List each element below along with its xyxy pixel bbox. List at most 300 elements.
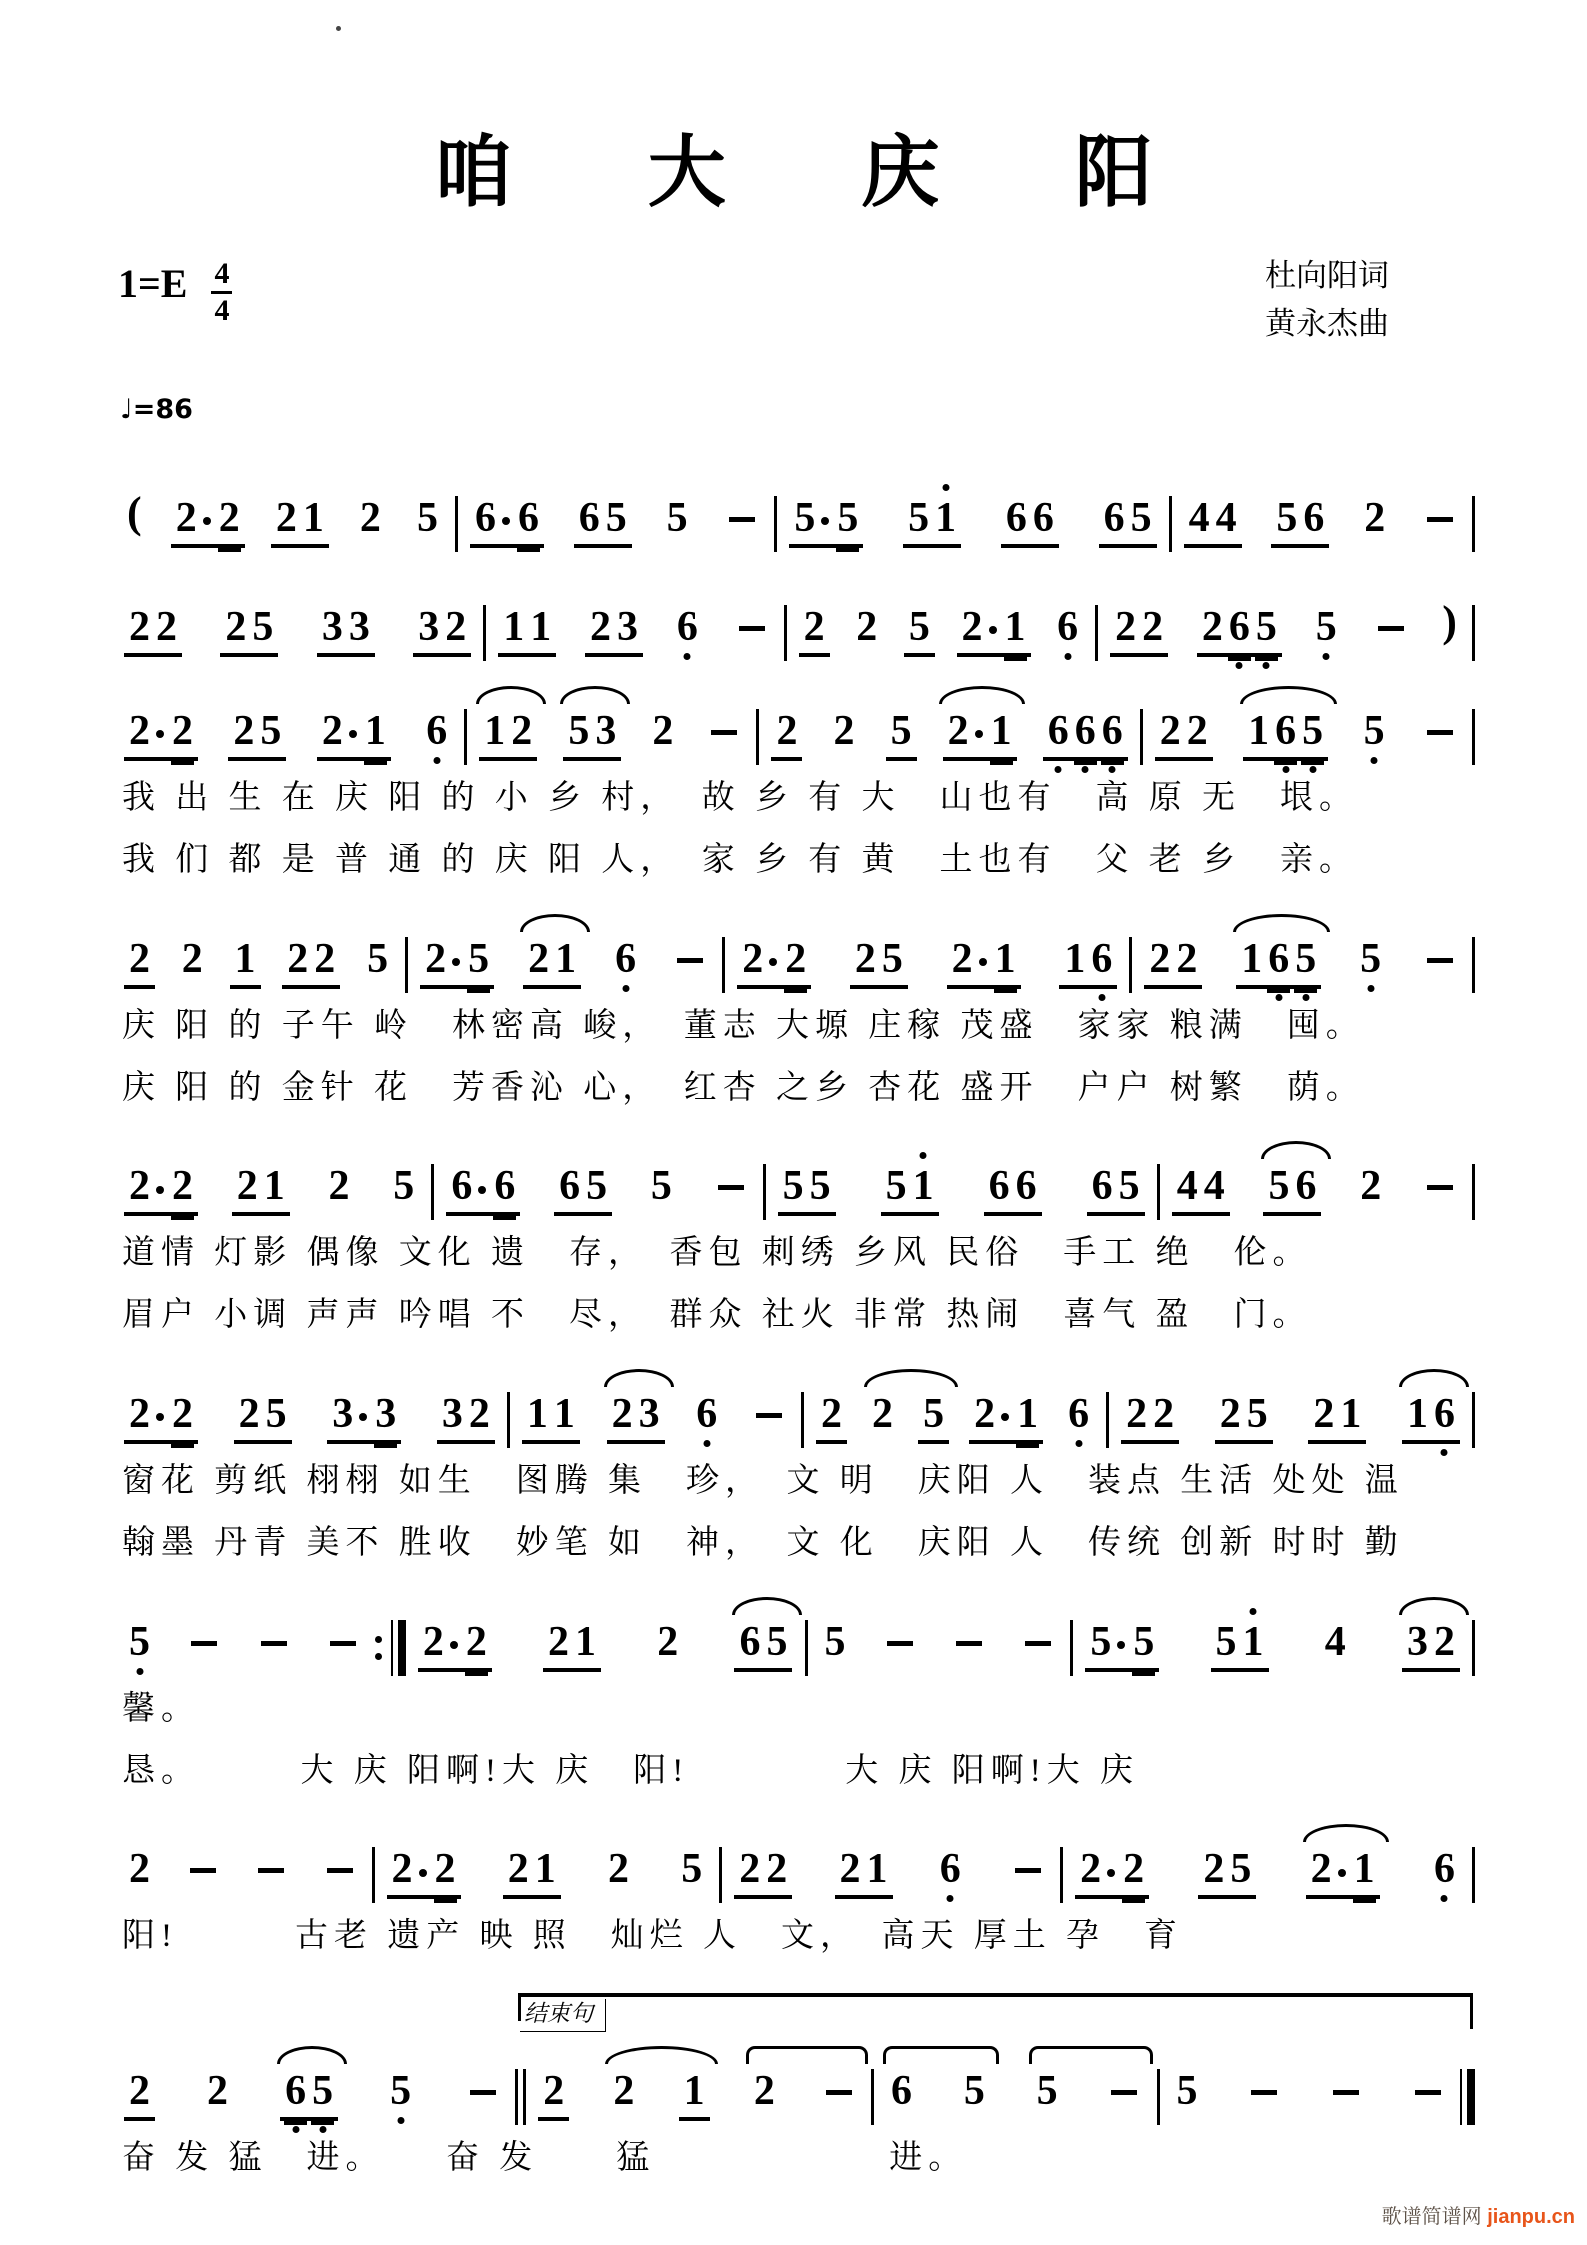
note: 5 <box>908 604 930 650</box>
slur-arc <box>520 914 590 932</box>
note-group <box>171 497 245 548</box>
measure <box>759 710 1139 761</box>
note: 6 <box>937 1848 964 1890</box>
note: 6 <box>1072 710 1099 752</box>
slur-arc <box>605 2046 718 2064</box>
note: 5 <box>666 495 688 541</box>
system-2 <box>112 568 1475 657</box>
rest-dash <box>711 730 737 735</box>
note: 1 <box>362 710 389 752</box>
octave-dot-low <box>622 985 629 992</box>
note: 5 <box>1118 1163 1140 1210</box>
measure <box>1132 935 1472 989</box>
note: 5 <box>1246 1391 1268 1438</box>
note: 5 <box>393 1163 415 1210</box>
note-group <box>947 935 1021 989</box>
note-group <box>1172 1165 1230 1216</box>
lyric-line: 我 出 生 在 庆 阳 的 小 乡 村， 故 乡 有 大 山也有 高 原 无 垠。 <box>122 780 1358 816</box>
sixteenth-underline <box>284 2121 307 2125</box>
note-group <box>124 1848 155 1899</box>
note-group <box>1236 935 1321 989</box>
octave-dot-low <box>1441 1895 1448 1902</box>
meta-row <box>112 248 1475 388</box>
note: 5 <box>1292 938 1319 980</box>
measure <box>808 1618 1071 1672</box>
note-group <box>1311 606 1342 657</box>
note-group <box>886 710 917 761</box>
note: 1 <box>234 935 256 982</box>
note: 2 <box>126 1393 169 1435</box>
barline-stroke <box>1460 2069 1462 2125</box>
octave-dot-low <box>947 1895 954 1902</box>
barline-stroke <box>1472 1847 1475 1903</box>
octave-dot-low <box>1236 662 1243 669</box>
sixteenth-underline <box>1228 657 1251 661</box>
note: 2 <box>1219 1391 1241 1438</box>
note-group <box>749 1413 789 1444</box>
slur-arc <box>1261 1141 1331 1159</box>
system-8 <box>112 1815 1475 1961</box>
tie-arc <box>1029 2046 1153 2064</box>
key-label: 1=E <box>118 261 188 306</box>
note: 2 <box>225 604 247 650</box>
sixteenth-underline <box>1294 989 1317 993</box>
note-group <box>234 1393 292 1444</box>
ending-phrase-label: 结束句 <box>520 1999 606 2032</box>
note: 5 <box>1230 1846 1252 1893</box>
octave-dot-low <box>1371 757 1378 764</box>
note: 1 <box>910 1165 937 1207</box>
system-9 <box>112 1981 1475 2183</box>
sixteenth-underline <box>434 1899 457 1903</box>
measure <box>112 2070 515 2121</box>
lyric-line: 恳。 大 庆 阳啊!大 庆 阳! 大 庆 阳啊!大 庆 <box>122 1752 1139 1789</box>
slur-arc <box>1303 1824 1389 1842</box>
note: 6 <box>988 1163 1010 1210</box>
sixteenth-underline <box>1132 1672 1155 1676</box>
note-group <box>819 2090 859 2121</box>
note: 2 <box>776 708 798 754</box>
note: 1 <box>526 1391 548 1438</box>
note: 1 <box>484 708 506 754</box>
note: 2 <box>126 1165 169 1207</box>
note-group <box>880 1641 920 1672</box>
measure <box>467 710 756 761</box>
note-group <box>317 606 375 657</box>
note: 6 <box>693 1393 720 1435</box>
note: 2 <box>207 2068 229 2115</box>
note: 3 <box>595 708 617 754</box>
note-group <box>662 497 693 548</box>
note: 1 <box>1240 1621 1267 1663</box>
note-group <box>388 1165 419 1216</box>
note: 2 <box>129 1846 150 1893</box>
lyric-line: 我 们 都 是 普 通 的 庆 阳 人， 家 乡 有 黄 土也有 父 老 乡 亲。 <box>122 841 1358 878</box>
sixteenth-underline <box>1101 761 1124 765</box>
augmentation-dot <box>359 1413 367 1421</box>
note-group <box>385 2070 416 2121</box>
note: 2 <box>739 938 782 980</box>
note-group <box>1420 517 1460 548</box>
note-group <box>220 606 278 657</box>
note: 2 <box>181 935 203 982</box>
barline-stroke <box>391 1620 393 1676</box>
system-3 <box>112 677 1475 885</box>
note-group <box>771 710 802 761</box>
note: 6 <box>1015 1163 1037 1210</box>
note-group <box>603 1848 634 1899</box>
note-group <box>271 497 329 548</box>
note: 6 <box>739 1618 761 1665</box>
octave-dot-low <box>319 2126 326 2133</box>
tempo-marking: ♩=86 <box>120 394 193 425</box>
note: 2 <box>548 1618 570 1665</box>
rest-dash <box>826 2090 852 2095</box>
note-group <box>463 2090 503 2121</box>
barline <box>1472 937 1475 993</box>
note-group <box>124 710 198 761</box>
augmentation-dot <box>478 1186 486 1194</box>
measure <box>725 935 1129 989</box>
barline <box>1472 1847 1475 1903</box>
note: 5 <box>923 1391 945 1438</box>
barline <box>1472 709 1475 765</box>
barline <box>515 2069 526 2125</box>
note-group <box>722 517 762 548</box>
octave-dot-high <box>942 484 949 491</box>
note-group <box>282 935 340 989</box>
note-group <box>1408 2090 1448 2121</box>
rest-dash <box>1251 2090 1277 2095</box>
barline-stroke <box>1472 1620 1475 1676</box>
note: 6 <box>1265 938 1292 980</box>
note-group <box>1271 497 1329 548</box>
note-group <box>563 710 621 761</box>
measure <box>406 1618 805 1672</box>
note: 2 <box>420 1621 463 1663</box>
slur-arc <box>939 686 1025 704</box>
rest-dash <box>887 1641 913 1646</box>
note: 3 <box>617 604 639 650</box>
note-group <box>1263 1165 1321 1216</box>
note: 2 <box>1126 1391 1148 1438</box>
note: 2 <box>1433 1618 1455 1665</box>
note-group <box>280 2070 338 2121</box>
measure <box>510 1393 801 1444</box>
measure <box>434 1165 762 1216</box>
note: 5 <box>681 1846 703 1893</box>
note: 5 <box>1253 606 1280 648</box>
note-group <box>183 1868 223 1899</box>
note-group <box>320 1868 360 1899</box>
note: 2 <box>803 604 825 650</box>
note: 5 <box>1361 710 1388 752</box>
rest-dash <box>1333 2090 1359 2095</box>
note: 5 <box>1215 1618 1237 1665</box>
note: 2 <box>328 1163 350 1210</box>
note-group <box>1326 2090 1366 2121</box>
note-group <box>1032 2070 1063 2121</box>
note-group <box>232 1165 290 1216</box>
note: 1 <box>534 1846 556 1893</box>
measure <box>112 488 455 548</box>
note-group <box>850 935 908 989</box>
note-group <box>1355 1165 1386 1216</box>
note: 2 <box>1176 935 1198 982</box>
note: 2 <box>1077 1848 1120 1890</box>
note: 3 <box>348 604 370 650</box>
octave-dot-low <box>1098 994 1105 1001</box>
measure <box>787 606 1095 657</box>
augmentation-dot <box>975 730 983 738</box>
note-group <box>362 935 393 989</box>
slur-arc <box>1240 686 1337 704</box>
note: 2 <box>287 935 309 982</box>
note-group <box>523 935 581 989</box>
note: 6 <box>1295 1163 1317 1210</box>
barline <box>1460 2069 1475 2125</box>
rest-dash <box>191 1641 217 1646</box>
note: 5 <box>586 1163 608 1210</box>
octave-dot-low <box>1282 766 1289 773</box>
note-group <box>969 1393 1043 1444</box>
sixteenth-underline <box>1353 1899 1376 1903</box>
augmentation-dot <box>1117 1641 1125 1649</box>
note-group <box>886 2070 917 2121</box>
note-group <box>1371 626 1411 657</box>
octave-dot-low <box>684 653 691 660</box>
note-group <box>413 606 471 657</box>
note: 6 <box>1226 606 1253 648</box>
rest-dash <box>190 1868 216 1873</box>
note: 2 <box>657 1618 679 1665</box>
lyric-line: 窗花 剪纸 栩栩 如生 图腾 集 珍， 文 明 庆阳 人 装点 生活 处处 温 <box>122 1463 1404 1500</box>
note: 6 <box>1065 1393 1092 1435</box>
note: 2 <box>216 497 243 539</box>
note-group <box>202 2070 233 2121</box>
augmentation-dot <box>156 1186 164 1194</box>
octave-dot-low <box>1075 1440 1082 1447</box>
note: 2 <box>507 1846 529 1893</box>
note: 2 <box>739 1846 761 1893</box>
note: 2 <box>236 1163 258 1210</box>
barline <box>1472 605 1475 661</box>
note: 6 <box>559 1163 581 1210</box>
note-group <box>327 1393 401 1444</box>
note-group <box>1104 2090 1144 2121</box>
note-group <box>543 1618 601 1672</box>
note-group <box>1087 1165 1145 1216</box>
note: 2 <box>949 938 992 980</box>
watermark-site-name: 歌谱简谱网 <box>1381 2206 1482 2228</box>
note-group <box>1402 1618 1460 1672</box>
slur-arc <box>1399 1597 1469 1615</box>
phrase-paren: ) <box>1442 597 1457 646</box>
octave-dot-high <box>1250 1608 1257 1615</box>
note: 5 <box>416 495 438 541</box>
rest-dash <box>258 1868 284 1873</box>
augmentation-dot <box>452 958 460 966</box>
rest-dash <box>677 958 703 963</box>
note-group <box>734 1618 792 1672</box>
rest-dash <box>729 517 755 522</box>
note-group <box>608 2070 639 2121</box>
note-group <box>704 730 744 761</box>
augmentation-dot <box>1107 1869 1115 1877</box>
credits <box>1265 252 1389 348</box>
sixteenth-underline <box>1255 657 1278 661</box>
slur-arc <box>1399 1369 1469 1387</box>
note-group <box>984 1165 1042 1216</box>
note: 5 <box>387 2070 414 2112</box>
measure <box>777 497 1168 548</box>
note: 5 <box>1276 495 1298 541</box>
note-group <box>418 1618 492 1672</box>
note: 2 <box>652 708 674 754</box>
note: 1 <box>1002 606 1029 648</box>
note: 2 <box>971 1393 1014 1435</box>
sixteenth-underline <box>836 548 859 552</box>
note: 2 <box>169 1393 196 1435</box>
note: 2 <box>1159 708 1181 754</box>
note: 1 <box>575 1618 597 1665</box>
note: 5 <box>908 495 930 541</box>
augmentation-dot <box>156 730 164 738</box>
octave-dot-low <box>1064 653 1071 660</box>
note-group <box>124 1618 155 1672</box>
note-group <box>647 710 678 761</box>
note: 6 <box>578 495 600 541</box>
note: 3 <box>1406 1618 1428 1665</box>
note: 2 <box>173 497 216 539</box>
note-group <box>672 606 703 657</box>
note-group <box>829 710 860 761</box>
note: 6 <box>1045 710 1072 752</box>
augmentation-dot <box>821 517 829 525</box>
note: 2 <box>238 1391 260 1438</box>
note: 5 <box>1130 495 1152 541</box>
note-group <box>1172 2070 1203 2121</box>
watermark <box>1382 2200 1575 2229</box>
rest-dash <box>718 1185 744 1190</box>
note: 6 <box>1091 1163 1113 1210</box>
tie-arc <box>883 2046 999 2064</box>
note: 6 <box>1099 710 1126 752</box>
rest-dash <box>1025 1641 1051 1646</box>
rest-dash <box>739 626 765 631</box>
note: 6 <box>1088 938 1115 980</box>
rest-dash <box>1415 2090 1441 2095</box>
rest-dash <box>330 1641 356 1646</box>
note-group <box>949 1641 989 1672</box>
note: 2 <box>1115 604 1137 650</box>
note: 5 <box>1299 710 1326 752</box>
octave-dot-low <box>1275 994 1282 1001</box>
sixteenth-underline <box>171 1216 194 1220</box>
note-group <box>1215 1393 1273 1444</box>
rest-dash <box>956 1641 982 1646</box>
note-group <box>1018 1641 1058 1672</box>
note: 5 <box>963 2068 985 2115</box>
sixteenth-underline <box>171 761 194 765</box>
lyric-line: 庆 阳 的 金针 花 芳香沁 心， 红杏 之乡 杏花 盛开 户户 树繁 荫。 <box>122 1069 1365 1106</box>
sixteenth-underline <box>1267 989 1290 993</box>
watermark-site-url: jianpu.cn <box>1487 2206 1575 2228</box>
note: 3 <box>418 604 440 650</box>
note: 5 <box>881 935 903 982</box>
note: 1 <box>503 604 525 650</box>
note: 1 <box>302 495 324 541</box>
note-group <box>124 2070 155 2121</box>
rest-dash <box>470 2090 496 2095</box>
note: 2 <box>766 1846 788 1893</box>
note: 2 <box>613 2068 635 2115</box>
augmentation-dot <box>989 626 997 634</box>
note: 1 <box>683 2068 705 2115</box>
note: 2 <box>1153 1391 1175 1438</box>
note-group <box>1008 1868 1048 1899</box>
slur-arc <box>864 1369 958 1387</box>
note: 4 <box>1324 1618 1346 1665</box>
note: 2 <box>1201 604 1223 650</box>
note: 5 <box>1130 1621 1157 1663</box>
note-group <box>177 935 208 989</box>
note: 1 <box>263 1163 285 1210</box>
note: 2 <box>511 708 533 754</box>
note-group <box>737 935 811 989</box>
note: 5 <box>766 1618 788 1665</box>
measure <box>112 606 483 657</box>
note-group <box>778 1165 836 1216</box>
note: 4 <box>1188 495 1210 541</box>
note-group <box>538 2070 569 2121</box>
measure <box>112 710 464 761</box>
note-group <box>1059 935 1117 989</box>
rest-dash <box>1427 517 1453 522</box>
note-group <box>420 935 494 989</box>
note: 2 <box>314 935 336 982</box>
note: 6 <box>1431 1848 1458 1890</box>
note-group <box>503 1848 561 1899</box>
barline-stroke <box>1472 1392 1475 1448</box>
octave-dot-low <box>1082 766 1089 773</box>
note-group <box>959 2070 990 2121</box>
note: 2 <box>445 604 467 650</box>
note: 2 <box>856 604 878 650</box>
note: 3 <box>638 1391 660 1438</box>
note-group <box>943 710 1017 761</box>
note-group <box>355 497 386 548</box>
measure <box>1160 1165 1472 1216</box>
measure <box>526 2070 871 2121</box>
note-group <box>324 1165 355 1216</box>
note-group <box>1429 1848 1460 1899</box>
lyric-line: 庆 阳 的 子午 岭 林密高 峻， 董志 大塬 庄稼 茂盛 家家 粮满 囤。 <box>122 1007 1365 1044</box>
note-group <box>446 1165 520 1216</box>
note-group <box>789 497 863 548</box>
measure <box>408 935 722 989</box>
sixteenth-underline <box>1016 1444 1039 1448</box>
note: 5 <box>782 1163 804 1210</box>
note: 1 <box>553 1391 575 1438</box>
barline <box>1472 1620 1475 1676</box>
note-group <box>585 606 643 657</box>
system-4 <box>112 905 1475 1113</box>
notation-row <box>112 1981 1475 2121</box>
note: 5 <box>885 1163 907 1210</box>
note-group <box>124 606 182 657</box>
lyric-line: 眉户 小调 声声 吟唱 不 尽， 群众 社火 非常 热闹 喜气 盈 门。 <box>122 1297 1312 1334</box>
